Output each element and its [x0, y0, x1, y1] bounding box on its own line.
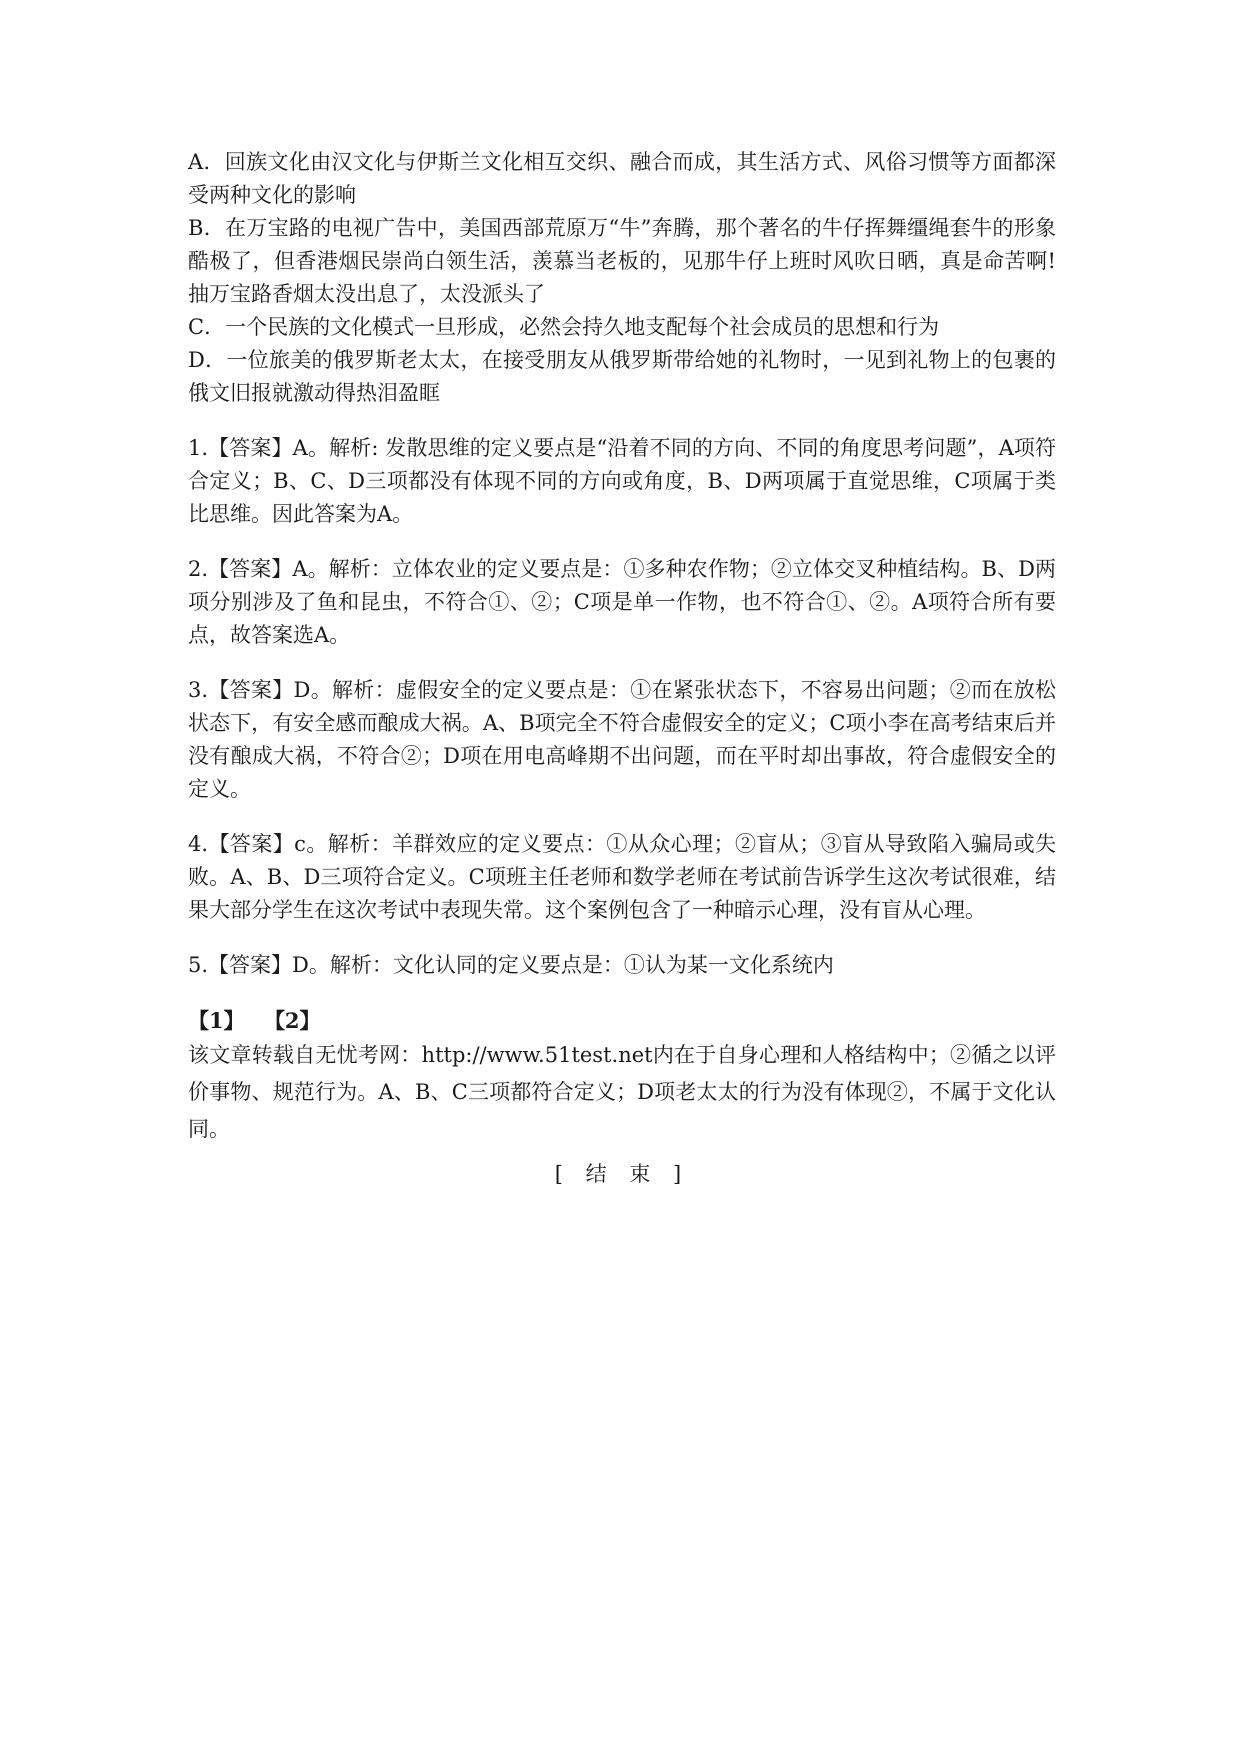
answer-4: 4.【答案】c。解析：羊群效应的定义要点：①从众心理；②盲从；③盲从导致陷入骗局或失败。A、B、D三项符合定义。C项班主任老师和数学老师在考试前告诉学生这次考试很难，结果大部分学生在这次考试中表现失常。这个案例包含了一种暗示心理，没有盲从心理。	[188, 832, 1056, 922]
end-mark: [ 结 束 ]	[554, 1162, 690, 1186]
option-d: D．一位旅美的俄罗斯老太太，在接受朋友从俄罗斯带给她的礼物时，一见到礼物上的包裹的俄文旧报就激动得热泪盈眶	[188, 348, 1056, 405]
answer-1: 1.【答案】A。解析: 发散思维的定义要点是“沿着不同的方向、不同的角度思考问题”，A项符合定义；B、C、D三项都没有体现不同的方向或角度，B、D两项属于直觉思维，C项属于类比思维。因此答案为A。	[188, 436, 1056, 526]
option-c: C．一个民族的文化模式一旦形成，必然会持久地支配每个社会成员的思想和行为	[188, 315, 940, 339]
source-note: 该文章转载自无忧考网：http://www.51test.net内在于自身心理和人格结构中；②循之以评价事物、规范行为。A、B、C三项都符合定义；D项老太太的行为没有体现②，不属于文化认同。	[188, 1043, 1056, 1141]
option-b: B．在万宝路的电视广告中，美国西部荒原万“牛”奔腾，那个著名的牛仔挥舞缰绳套牛的形象酷极了，但香港烟民崇尚白领生活，羡慕当老板的，见那牛仔上班时风吹日晒，真是命苦啊!抽万宝路香烟太没出息了，太没派头了	[188, 216, 1056, 306]
spacer	[188, 652, 1056, 674]
page-link-1[interactable]: 【1】	[188, 1008, 245, 1033]
spacer	[188, 927, 1056, 949]
answer-2: 2.【答案】A。解析：立体农业的定义要点是：①多种农作物；②立体交叉种植结构。B、D两项分别涉及了鱼和昆虫，不符合①、②；C项是单一作物，也不符合①、②。A项符合所有要点，故答案选A。	[188, 557, 1056, 647]
answer-5: 5.【答案】D。解析：文化认同的定义要点是：①认为某一文化系统内	[188, 953, 834, 977]
spacer	[188, 806, 1056, 828]
document-page	[188, 146, 1056, 1191]
spacer	[188, 531, 1056, 553]
answer-3: 3.【答案】D。解析：虚假安全的定义要点是：①在紧张状态下，不容易出问题；②而在放松状态下，有安全感而酿成大祸。A、B项完全不符合虚假安全的定义；C项小李在高考结束后并没有酿成大祸，不符合②；D项在用电高峰期不出问题，而在平时却出事故，符合虚假安全的定义。	[188, 678, 1056, 801]
page-link-2[interactable]: 【2】	[263, 1008, 321, 1033]
spacer	[188, 982, 1056, 1004]
spacer	[188, 410, 1056, 432]
pagination	[188, 1004, 1056, 1037]
option-a: A．回族文化由汉文化与伊斯兰文化相互交织、融合而成，其生活方式、风俗习惯等方面都深受两种文化的影响	[188, 150, 1056, 207]
